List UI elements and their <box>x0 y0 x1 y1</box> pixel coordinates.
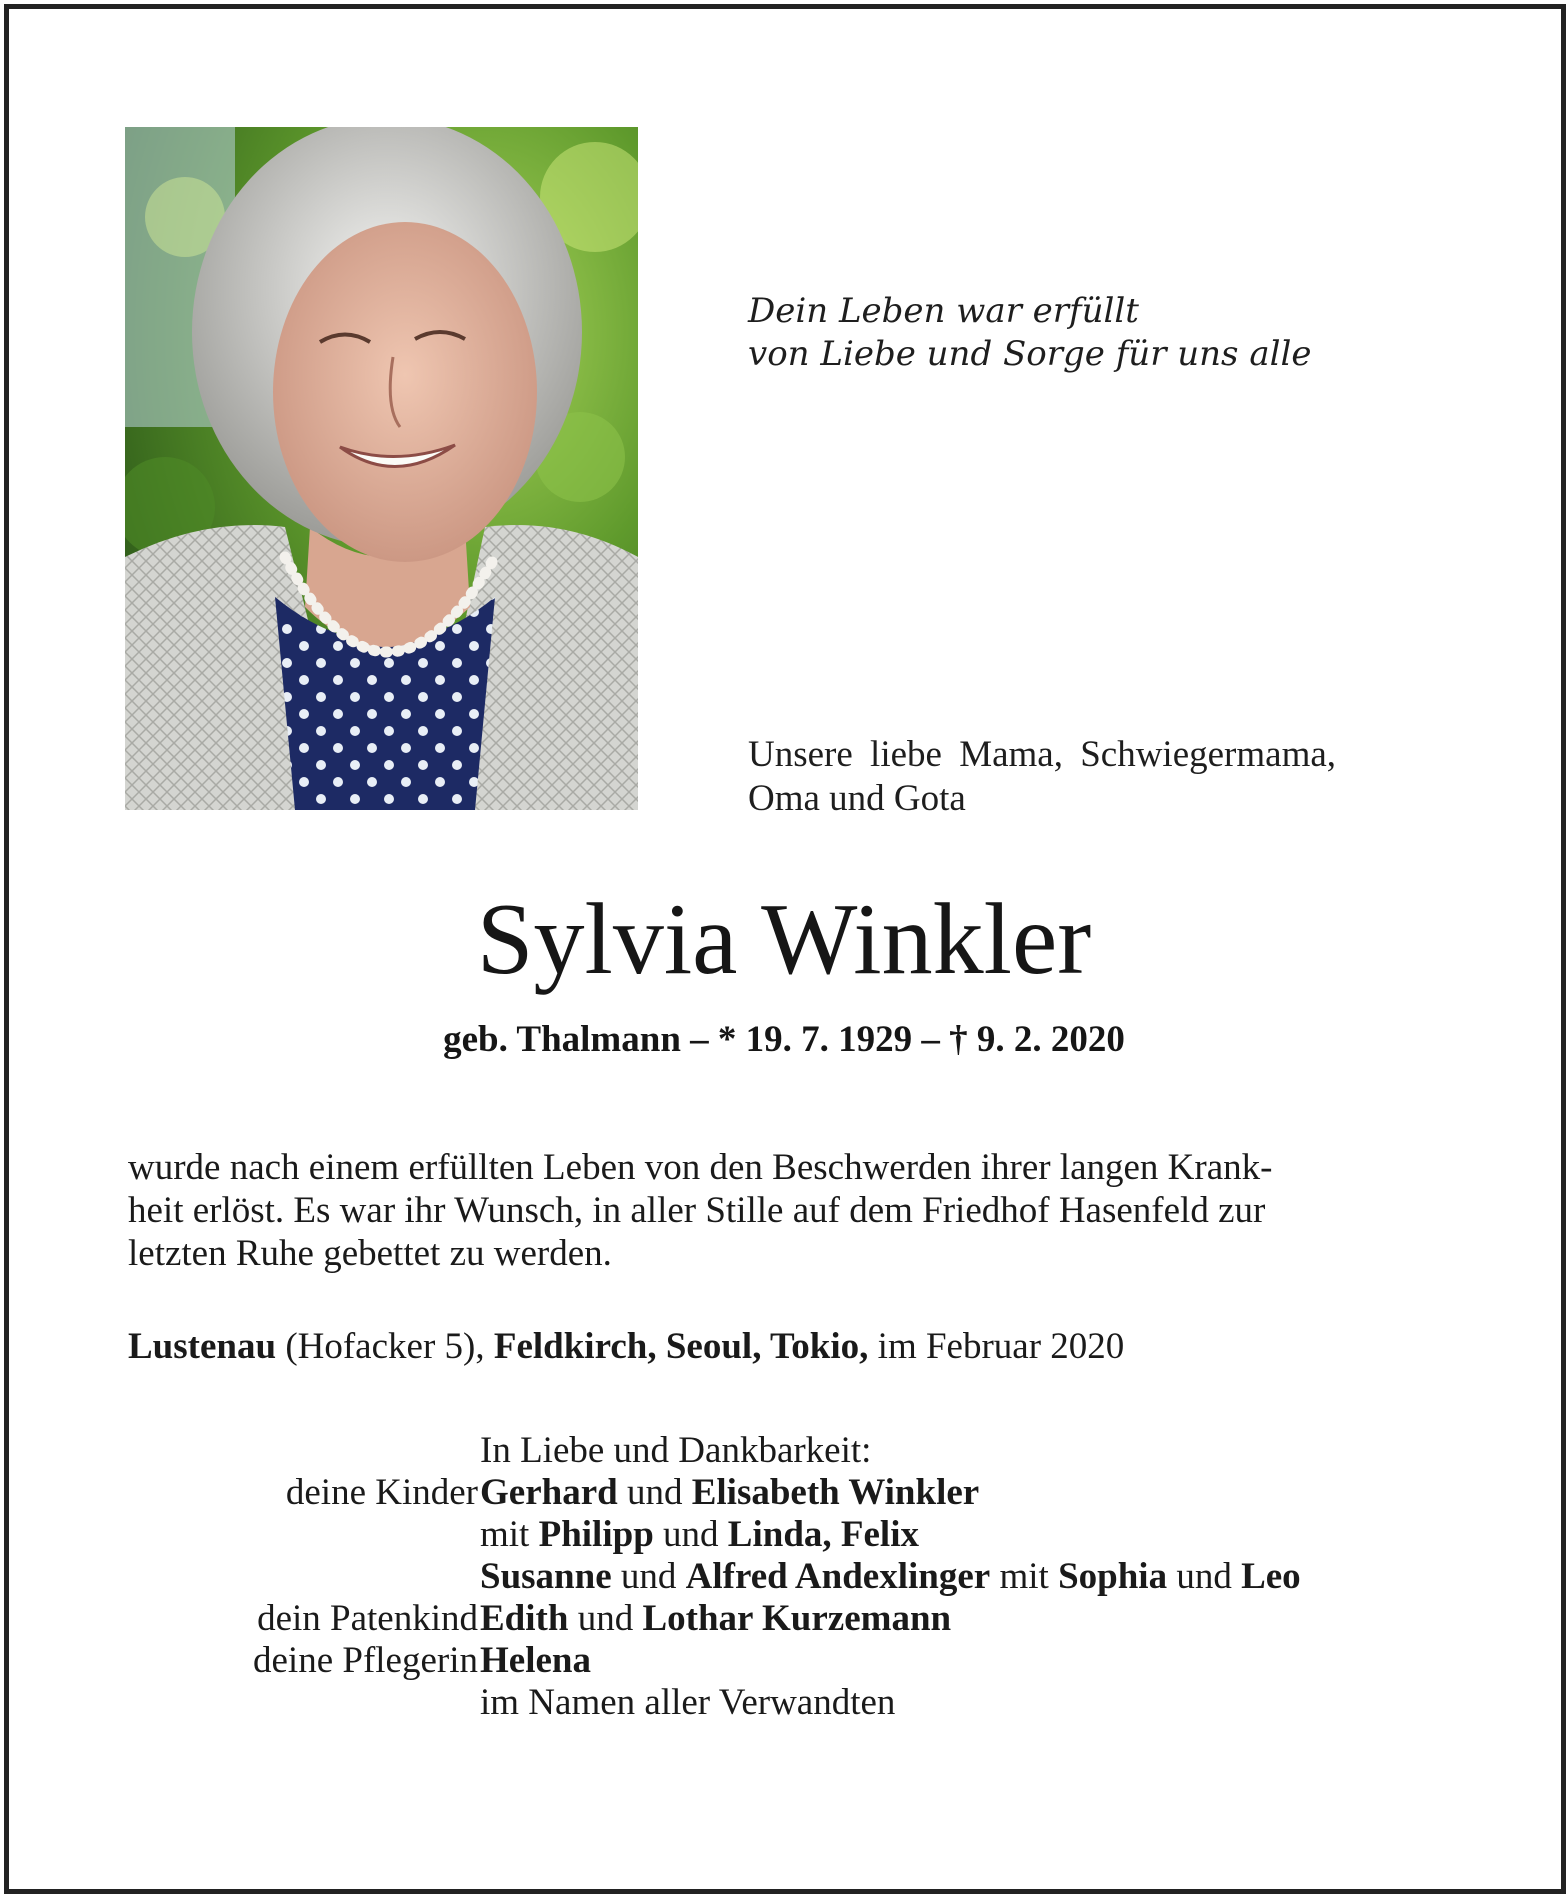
connector: und <box>611 1556 686 1597</box>
signature-closing: im Namen aller Verwandten <box>480 1682 896 1723</box>
deceased-details: geb. Thalmann – * 19. 7. 1929 – † 9. 2. 2020 <box>443 1019 1125 1060</box>
children-names <box>480 1472 979 1514</box>
signer-name: Susanne <box>480 1556 612 1597</box>
place-and-date <box>128 1325 1124 1368</box>
quote-line: Dein Leben war erfüllt <box>748 291 1139 331</box>
signature-row-children <box>0 1472 1568 1514</box>
announcement-line: wurde nach einem erfüllten Leben von den Beschwerden ihrer langen Krank- <box>128 1147 1273 1188</box>
signer-name: Edith <box>480 1598 569 1639</box>
connector: und <box>653 1514 728 1555</box>
signature-row-children2 <box>0 1556 1568 1598</box>
children2-names <box>480 1556 1301 1598</box>
intro-line: Oma und Gota <box>748 778 966 819</box>
signer-name: Linda, Felix <box>727 1514 919 1555</box>
signature-heading-row <box>0 1430 1568 1472</box>
caregiver-label: deine Pflegerin <box>253 1640 478 1681</box>
quote-line: von Liebe und Sorge für uns alle <box>748 334 1312 374</box>
place-city: Lustenau <box>128 1326 277 1367</box>
grandchildren-names <box>480 1514 919 1556</box>
intro-text <box>748 733 1336 821</box>
signer-name: Elisabeth Winkler <box>691 1472 980 1513</box>
announcement-text <box>128 1146 1272 1275</box>
announcement-line: letzten Ruhe gebettet zu werden. <box>128 1233 612 1274</box>
signatures <box>0 1430 1568 1724</box>
godchild-names <box>480 1598 951 1640</box>
signer-name: Leo <box>1241 1556 1301 1597</box>
children-label: deine Kinder <box>285 1472 478 1513</box>
place-address: (Hofacker 5), <box>276 1326 494 1367</box>
place-date: im Februar 2020 <box>868 1326 1125 1367</box>
memorial-quote <box>748 290 1311 376</box>
place-cities: Feldkirch, Seoul, Tokio, <box>493 1326 869 1367</box>
intro-line: Unsere liebe Mama, Schwiegermama, <box>748 734 1337 775</box>
caregiver-name <box>480 1640 591 1682</box>
portrait-photo <box>125 127 638 810</box>
signer-name: Sophia <box>1058 1556 1168 1597</box>
signer-name: Helena <box>480 1640 591 1681</box>
signature-heading: In Liebe und Dankbarkeit: <box>480 1430 872 1471</box>
connector: mit <box>480 1514 539 1555</box>
signer-name: Lothar Kurzemann <box>642 1598 952 1639</box>
connector: und <box>617 1472 692 1513</box>
connector: und <box>1167 1556 1242 1597</box>
signature-row-godchild <box>0 1598 1568 1640</box>
signer-name: Alfred Andexlinger <box>685 1556 991 1597</box>
signer-name: Philipp <box>538 1514 654 1555</box>
signature-row-closing <box>0 1682 1568 1724</box>
connector: und <box>568 1598 643 1639</box>
godchild-label: dein Patenkind <box>257 1598 478 1639</box>
announcement-line: heit erlöst. Es war ihr Wunsch, in aller Stille auf dem Friedhof Hasenfeld zur <box>128 1190 1266 1231</box>
signature-row-caregiver <box>0 1640 1568 1682</box>
connector: mit <box>990 1556 1059 1597</box>
deceased-name: Sylvia Winkler <box>476 883 1092 996</box>
signature-row-grandchildren <box>0 1514 1568 1556</box>
signer-name: Gerhard <box>480 1472 618 1513</box>
